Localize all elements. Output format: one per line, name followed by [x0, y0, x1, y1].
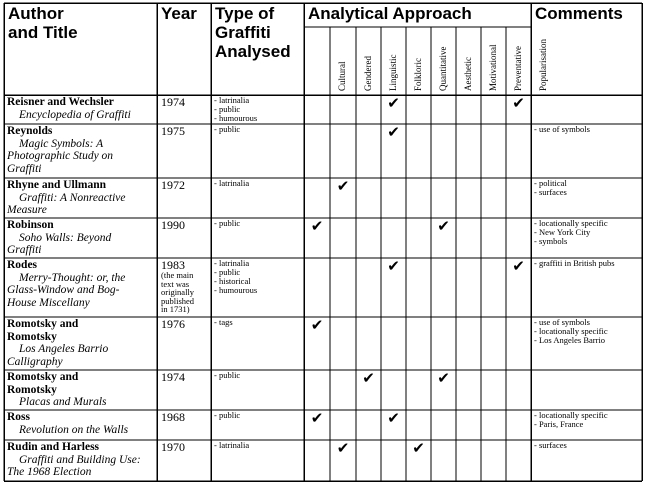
table-row-author-title: [7, 125, 156, 177]
table-row-author-title: [7, 259, 156, 316]
work-title: Soho Walls: Beyond: [19, 231, 112, 244]
table-row-author-title: [7, 219, 156, 257]
comment: - Los Angeles Barrio: [534, 335, 606, 345]
table-row-author-title: [7, 318, 156, 369]
graffiti-type: - public: [214, 125, 241, 134]
approach-header-quantitative: Quantitative: [438, 46, 448, 91]
header-type-line: Graffiti: [215, 23, 271, 42]
table-row-year: [161, 96, 209, 123]
author-name: Ross: [7, 411, 31, 423]
author-name: Romotsky: [7, 330, 57, 343]
year-value: 1974: [161, 96, 185, 109]
year-value: 1972: [161, 179, 185, 192]
header-analytical-approach: Analytical Approach: [308, 4, 472, 23]
graffiti-type: - latrinalia: [214, 96, 250, 105]
work-title: Graffiti: [7, 162, 42, 175]
graffiti-type: - latrinalia: [214, 179, 250, 188]
check-mark-popularisation: ✔: [512, 96, 525, 112]
approach-header-motivational: Motivational: [488, 44, 498, 91]
comment: - surfaces: [534, 441, 567, 450]
author-name: Reynolds: [7, 125, 53, 137]
work-title: Calligraphy: [7, 355, 63, 368]
comment: - surfaces: [534, 187, 567, 197]
work-title: Merry-Thought: or, the: [19, 271, 126, 284]
graffiti-type: - tags: [214, 318, 233, 327]
graffiti-type: - public: [214, 371, 241, 380]
year-note: text was: [161, 278, 190, 289]
comment: - graffiti in British pubs: [534, 259, 615, 268]
table-row-author-title: [7, 441, 156, 480]
graffiti-type: - humourous: [214, 113, 258, 123]
table-row-comments: [534, 318, 640, 369]
table-row-year: [161, 125, 209, 177]
author-name: Rodes: [7, 259, 38, 271]
work-title: Photographic Study on: [7, 150, 114, 162]
author-name: Robinson: [7, 219, 54, 231]
check-mark-linguistic: ✔: [362, 371, 375, 387]
comment: - New York City: [534, 227, 591, 237]
year-value: 1974: [161, 371, 185, 384]
table-row-graffiti-types: [214, 411, 302, 439]
author-name: Romotsky and: [7, 318, 79, 330]
work-title: Graffiti and Building Use:: [19, 453, 141, 466]
year-value: 1975: [161, 125, 185, 138]
graffiti-type: - public: [214, 219, 241, 228]
header-type-line: Type of: [215, 4, 275, 23]
table-row-comments: [534, 371, 640, 409]
table-row-author-title: [7, 179, 156, 217]
check-mark-folkloric: ✔: [387, 411, 400, 427]
table-row-graffiti-types: [214, 219, 302, 257]
header-author: [8, 4, 155, 74]
comment: - use of symbols: [534, 125, 590, 134]
table-row-graffiti-types: [214, 125, 302, 177]
graffiti-type: - public: [214, 411, 241, 420]
check-mark-aesthetic: ✔: [437, 371, 450, 387]
approach-header-popularisation: Popularisation: [538, 39, 548, 91]
table-row-graffiti-types: [214, 259, 302, 316]
work-title: Graffiti: A Nonreactive: [19, 191, 126, 204]
check-mark-cultural: ✔: [310, 219, 324, 235]
comment: - Paris, France: [534, 419, 584, 429]
check-mark-folkloric: ✔: [387, 96, 400, 112]
work-title: Los Angeles Barrio: [19, 343, 109, 355]
year-note: published: [161, 295, 195, 306]
year-value: 1976: [161, 318, 185, 331]
table-row-graffiti-types: [214, 179, 302, 217]
comment: - political: [534, 179, 567, 188]
table-row-year: [161, 371, 209, 409]
year-note: originally: [161, 287, 195, 297]
approach-header-folkloric: Folkloric: [413, 58, 423, 91]
table-row-year: [161, 411, 209, 439]
table-row-author-title: [7, 96, 156, 123]
graffiti-type: - latrinalia: [214, 441, 250, 450]
table-row-graffiti-types: [214, 318, 302, 369]
check-mark-folkloric: ✔: [387, 259, 400, 275]
year-value: 1970: [161, 441, 185, 454]
table-row-author-title: [7, 411, 156, 439]
comment: - locationally specific: [534, 219, 608, 228]
table-row-comments: [534, 259, 640, 316]
table-row-graffiti-types: [214, 441, 302, 480]
year-note: in 1731): [161, 304, 190, 314]
work-title: Placas and Murals: [19, 396, 107, 408]
work-title: House Miscellany: [7, 296, 90, 309]
table-row-year: [161, 179, 209, 217]
comment: - use of symbols: [534, 318, 590, 327]
work-title: Revolution on the Walls: [19, 423, 129, 436]
table-row-comments: [534, 179, 640, 217]
check-mark-quantitative: ✔: [412, 441, 425, 457]
table-row-comments: [534, 411, 640, 439]
table-row-graffiti-types: [214, 96, 302, 123]
check-mark-aesthetic: ✔: [437, 219, 450, 235]
check-mark-cultural: ✔: [310, 411, 324, 427]
comment: - locationally specific: [534, 411, 608, 420]
header-type: [215, 4, 302, 74]
author-name: Romotsky and: [7, 371, 79, 383]
graffiti-type: - historical: [214, 276, 251, 286]
graffiti-type: - latrinalia: [214, 259, 250, 268]
check-mark-folkloric: ✔: [387, 125, 400, 141]
comment: - locationally specific: [534, 326, 608, 336]
table-row-comments: [534, 125, 640, 177]
header-author-line: Author: [8, 4, 64, 23]
approach-header-cultural: Cultural: [337, 61, 347, 91]
approach-header-gendered: Gendered: [363, 56, 373, 91]
table-row-year: [161, 219, 209, 257]
work-title: Encyclopedia of Graffiti: [19, 108, 131, 121]
table-row-comments: [534, 96, 640, 123]
check-mark-gendered: ✔: [336, 179, 350, 195]
author-name: Romotsky: [7, 383, 57, 396]
table-row-comments: [534, 441, 640, 480]
header-comments: Comments: [535, 4, 623, 23]
header-year: Year: [161, 4, 197, 23]
graffiti-type: - public: [214, 104, 241, 114]
check-mark-cultural: ✔: [310, 318, 324, 334]
author-name: Rudin and Harless: [7, 441, 100, 453]
table-row-author-title: [7, 371, 156, 409]
work-title: Magic Symbols: A: [19, 137, 104, 150]
header-author-line: and Title: [8, 23, 78, 42]
table-row-year: [161, 259, 209, 316]
approach-header-aesthetic: Aesthetic: [463, 57, 473, 91]
graffiti-type: - humourous: [214, 285, 258, 295]
check-mark-popularisation: ✔: [512, 259, 525, 275]
table-row-year: [161, 441, 209, 480]
year-value: 1990: [161, 219, 185, 232]
approach-header-preventative: Preventative: [513, 46, 523, 91]
work-title: Graffiti: [7, 244, 42, 256]
year-note: (the main: [161, 270, 194, 280]
author-name: Rhyne and Ullmann: [7, 179, 107, 191]
approach-header-linguistic: Linguistic: [388, 54, 398, 91]
table-row-comments: [534, 219, 640, 257]
author-name: Reisner and Wechsler: [7, 96, 114, 108]
year-value: 1983: [161, 259, 185, 272]
check-mark-gendered: ✔: [336, 441, 350, 457]
work-title: Measure: [7, 204, 47, 216]
year-value: 1968: [161, 411, 185, 424]
work-title: The 1968 Election: [7, 466, 92, 478]
table-row-graffiti-types: [214, 371, 302, 409]
comment: - symbols: [534, 236, 568, 246]
table-row-year: [161, 318, 209, 369]
header-type-line: Analysed: [215, 42, 291, 61]
work-title: Glass-Window and Bog-: [7, 284, 120, 296]
graffiti-type: - public: [214, 267, 241, 277]
